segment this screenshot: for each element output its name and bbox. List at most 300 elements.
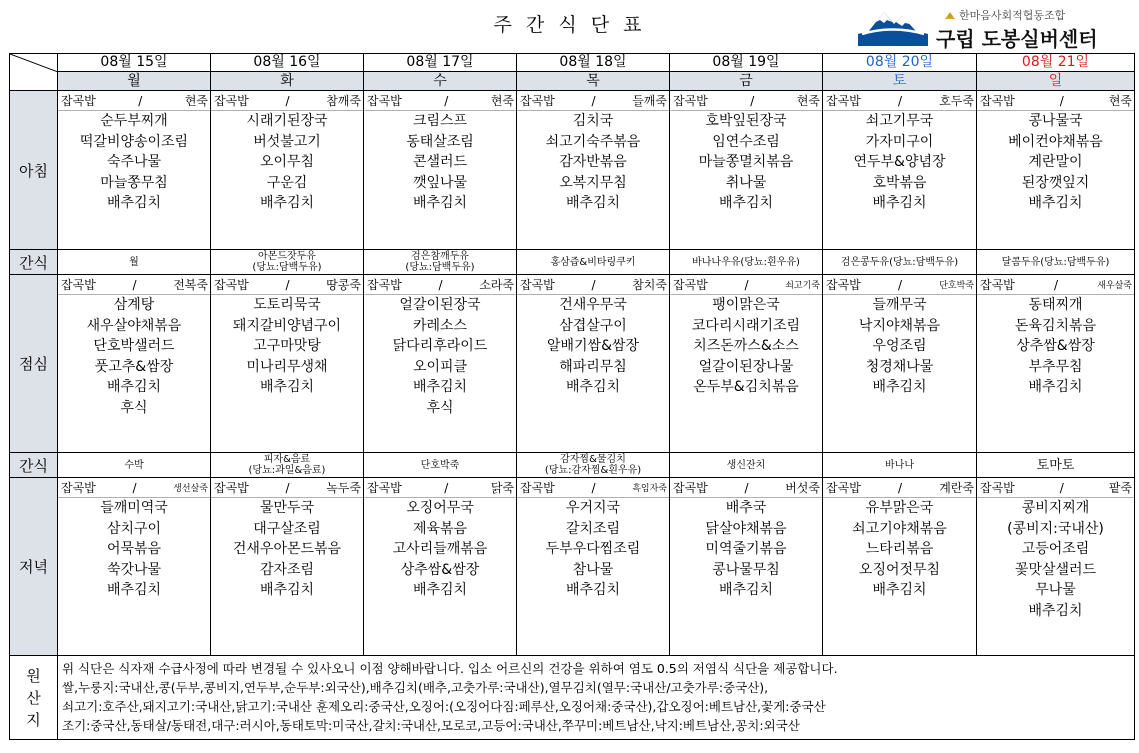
dish-item: 배추김치 <box>872 195 927 212</box>
lunch-cell <box>211 275 364 453</box>
morning_snack-cell <box>517 250 670 275</box>
origin-note-line: 쌀,누룽지:국내산,콩(두부,콩비지,연두부,순두부:외국산),배추김치(배추,고춧가루:국내산),열무김치(열무:국내산/고춧가루:중국산), <box>62 680 769 695</box>
porridge-label: 호두죽 <box>939 94 974 108</box>
porridge-label: 팥죽 <box>1108 481 1132 495</box>
row-label-text: 간식 <box>19 253 48 272</box>
rice-label: 잡곡밥 <box>520 481 555 495</box>
date-header <box>823 54 977 72</box>
snack-line: (당뇨:담백두유) <box>252 262 322 273</box>
snack-line: 월 <box>129 256 139 268</box>
dish-item: 숙주나물 <box>106 154 162 171</box>
rice-label: 잡곡밥 <box>826 278 861 292</box>
weekly-menu-table <box>9 53 1135 740</box>
dinner-cell <box>977 478 1135 656</box>
rice-label: 잡곡밥 <box>826 481 861 495</box>
dish-item: 알배기쌈&쌈장 <box>546 338 640 355</box>
dish-item: 배추김치 <box>259 195 315 212</box>
dish-item: 연두부&양념장 <box>853 154 946 171</box>
snack-line: 검은참깨두유 <box>411 251 469 262</box>
dish-item: 순두부찌개 <box>100 113 168 129</box>
weekday-header <box>211 72 364 91</box>
dish-item: 갈치조림 <box>565 520 621 537</box>
dish-item: 쇠고기무국 <box>865 113 934 129</box>
lunch-cell <box>977 275 1135 453</box>
dish-item: (콩비지:국내산) <box>1007 520 1104 537</box>
separator: / <box>591 93 596 108</box>
rice-label: 잡곡밥 <box>214 94 249 108</box>
dinner-cell <box>517 478 670 656</box>
snack-text <box>977 453 1134 477</box>
date-label: 08월 20일 <box>865 54 934 70</box>
dish-item: 시래기된장국 <box>246 113 328 129</box>
dish-item: 오징어무국 <box>406 500 474 516</box>
snack-text <box>670 250 822 274</box>
porridge-label: 녹두죽 <box>326 481 361 495</box>
dish-item: 쇠고기야채볶음 <box>852 520 947 537</box>
morning_snack-cell <box>823 250 977 275</box>
dish-item: 청경채나물 <box>865 358 934 375</box>
origin-char: 원 <box>26 666 41 685</box>
rice-label: 잡곡밥 <box>61 278 96 292</box>
dish-item: 돼지갈비양념구이 <box>232 317 342 334</box>
dish-item: 오이무침 <box>259 154 315 171</box>
rice-porridge-line <box>823 275 976 295</box>
separator: / <box>444 480 449 495</box>
morning_snack-cell <box>364 250 517 275</box>
date-header <box>977 54 1135 72</box>
dish-item: 마늘쫑무침 <box>100 174 168 191</box>
rice-label: 잡곡밥 <box>673 278 708 292</box>
separator: / <box>897 93 903 108</box>
snack-line: 바나나 <box>885 459 914 471</box>
snack-line: 단호박죽 <box>420 459 460 471</box>
row-label-dinner <box>10 478 58 656</box>
porridge-label: 땅콩죽 <box>326 278 361 292</box>
dish-item: 배추김치 <box>872 582 927 599</box>
mountain-logo-icon <box>858 4 928 46</box>
separator: / <box>138 93 143 108</box>
snack-line: 바나나우유(당뇨:흰우유) <box>692 256 800 268</box>
rice-label: 잡곡밥 <box>367 278 402 292</box>
dish-item: 배추김치 <box>1028 195 1083 212</box>
dish-item: 깻잎나물 <box>412 174 468 191</box>
weekday-label: 일 <box>1048 73 1063 89</box>
dish-item: 무나물 <box>1035 582 1076 599</box>
weekday-label: 수 <box>433 73 447 89</box>
dish-item: 감자반볶음 <box>559 154 627 171</box>
dish-item: 새우살야채볶음 <box>86 317 182 334</box>
porridge-label: 현죽 <box>184 94 208 108</box>
snack-text <box>364 250 516 274</box>
page-title: 주 간 식 단 표 <box>493 14 646 36</box>
row-label-breakfast <box>10 91 58 250</box>
dish-item: 오복지무침 <box>559 174 627 191</box>
rice-porridge-line <box>670 478 822 498</box>
weekday-label: 화 <box>280 73 294 89</box>
morning_snack-cell <box>977 250 1135 275</box>
weekday-header <box>670 72 823 91</box>
weekday-header <box>823 72 977 91</box>
separator: / <box>744 277 749 292</box>
separator: / <box>285 277 290 292</box>
porridge-label: 참깨죽 <box>326 94 361 108</box>
snack-line: 수박 <box>124 459 144 471</box>
snack-line: 달콤두유(당뇨:담백두유) <box>1001 256 1110 268</box>
snack-text <box>211 250 363 274</box>
porridge-label: 계란죽 <box>939 481 974 495</box>
dish-item: 도토리묵국 <box>253 297 321 313</box>
lunch-cell <box>670 275 823 453</box>
dish-item: 코다리시래기조림 <box>691 317 801 334</box>
rice-porridge-line <box>977 478 1134 498</box>
rice-label: 잡곡밥 <box>61 481 96 495</box>
snack-line: 피자&음료 <box>263 454 311 465</box>
dish-item: 꽃맛살샐러드 <box>1014 561 1097 578</box>
dinner-cell <box>58 478 211 656</box>
dish-item: 마늘쫑멸치볶음 <box>698 154 794 171</box>
date-header <box>58 54 211 72</box>
rice-label: 잡곡밥 <box>367 481 402 495</box>
dish-item: 감자조림 <box>259 561 315 578</box>
breakfast-cell <box>58 91 211 250</box>
row-label-text: 아침 <box>19 161 48 180</box>
center-name: 구립 도봉실버센터 <box>936 27 1098 51</box>
snack-text <box>670 453 822 477</box>
row-label-morning_snack <box>10 250 58 275</box>
origin-note-line: 위 식단은 식자재 수급사정에 따라 변경될 수 있사오니 이점 양해바랍니다. 입소 어르신의 건강을 위하여 염도 0.5의 저염식 식단을 제공합니다. <box>62 661 838 676</box>
row-label-text: 저녁 <box>19 558 48 576</box>
dish-item: 대구살조림 <box>253 520 321 537</box>
rice-porridge-line <box>211 91 363 111</box>
porridge-label: 현죽 <box>796 94 820 108</box>
dish-item: 치즈돈까스&소스 <box>693 338 799 355</box>
date-header <box>364 54 517 72</box>
rice-porridge-line <box>670 275 822 295</box>
dish-item: 김치국 <box>572 113 614 129</box>
separator: / <box>285 93 290 108</box>
dish-item: 해파리무침 <box>559 358 627 375</box>
separator: / <box>750 93 755 108</box>
dish-item: 상추쌈&쌈장 <box>400 561 480 578</box>
dish-item: 들깨무국 <box>872 297 927 313</box>
origin-char: 산 <box>26 688 41 707</box>
rice-label: 잡곡밥 <box>520 94 555 108</box>
weekday-label: 목 <box>586 73 600 89</box>
dish-item: 떡갈비양송이조림 <box>79 133 189 150</box>
dish-item: 배추김치 <box>106 195 162 212</box>
dinner-cell <box>823 478 977 656</box>
snack-line: 홍삼즙&비타링쿠키 <box>550 256 636 268</box>
dish-item: 배추김치 <box>1028 602 1083 619</box>
rice-label: 잡곡밥 <box>214 481 249 495</box>
dish-item: 미역줄기볶음 <box>705 541 787 558</box>
dish-item: 계란말이 <box>1028 154 1083 171</box>
dish-item: 콩나물국 <box>1028 113 1083 129</box>
dish-item: 카레소스 <box>412 317 468 334</box>
dish-item: 오이피클 <box>412 358 468 375</box>
dish-item: 어묵볶음 <box>106 541 162 558</box>
dish-item: 미나리무생채 <box>246 358 328 375</box>
separator: / <box>744 480 749 495</box>
porridge-label: 쇠고기죽 <box>785 281 820 291</box>
rice-porridge-line <box>364 275 516 295</box>
rice-porridge-line <box>977 275 1134 295</box>
rice-porridge-line <box>517 478 669 498</box>
date-header <box>517 54 670 72</box>
dish-item: 후식 <box>426 399 454 416</box>
rice-label: 잡곡밥 <box>214 278 249 292</box>
breakfast-cell <box>517 91 670 250</box>
dish-item: 팽이맑은국 <box>712 297 780 313</box>
lunch-cell <box>823 275 977 453</box>
dish-item: 배추김치 <box>412 379 468 396</box>
dish-item: 온두부&김치볶음 <box>693 379 799 396</box>
diagonal-divider <box>10 54 58 90</box>
weekday-label: 월 <box>127 73 141 89</box>
origin-note-line: 쇠고기:호주산,돼지고기:국내산,닭고기:국내산 훈제오리:중국산,오징어:(오징어다짐:페루산,오징어채:중국산),갑오징어:베트남산,꽃게:중국산 <box>62 699 826 714</box>
dish-item: 구운김 <box>266 174 308 191</box>
dish-item: 낙지야채볶음 <box>858 317 941 334</box>
porridge-label: 닭죽 <box>490 481 514 495</box>
snack-line: 감자찜&물김치 <box>560 454 626 465</box>
dish-item: 풋고추&쌈장 <box>94 358 174 375</box>
dish-item: 배추국 <box>725 500 767 516</box>
rice-porridge-line <box>58 275 210 295</box>
dish-item: 베이컨야채볶음 <box>1008 133 1103 150</box>
rice-porridge-line <box>517 275 669 295</box>
rice-porridge-line <box>58 478 210 498</box>
date-label: 08월 19일 <box>712 54 780 70</box>
rice-label: 잡곡밥 <box>980 481 1015 495</box>
logo <box>858 4 1128 51</box>
dish-item: 고구마맛탕 <box>253 338 321 355</box>
rice-label: 잡곡밥 <box>61 94 96 108</box>
dish-item: 우엉조림 <box>872 338 927 355</box>
dish-item: 우거지국 <box>565 500 621 516</box>
rice-porridge-line <box>823 91 976 111</box>
snack-text <box>517 453 669 477</box>
origin-notes <box>58 656 1135 740</box>
rice-porridge-line <box>977 91 1134 111</box>
separator: / <box>1059 480 1064 495</box>
lunch-cell <box>364 275 517 453</box>
porridge-label: 현죽 <box>1108 94 1132 108</box>
porridge-label: 흑임자죽 <box>632 484 667 494</box>
row-label-text: 간식 <box>19 456 48 475</box>
dish-item: 임연수조림 <box>712 133 780 150</box>
rice-porridge-line <box>364 478 516 498</box>
afternoon_snack-cell <box>670 453 823 478</box>
dish-item: 부추무침 <box>1028 358 1083 375</box>
lunch-cell <box>517 275 670 453</box>
afternoon_snack-cell <box>517 453 670 478</box>
dish-item: 호박잎된장국 <box>705 113 787 129</box>
dish-item: 고사리들깨볶음 <box>392 541 488 558</box>
dinner-cell <box>211 478 364 656</box>
date-label: 08월 18일 <box>559 54 627 70</box>
dish-item: 쑥갓나물 <box>106 561 162 578</box>
dish-item: 배추김치 <box>872 379 927 396</box>
dish-item: 단호박샐러드 <box>93 338 175 355</box>
date-header <box>670 54 823 72</box>
dish-item: 제육볶음 <box>412 520 468 537</box>
dish-item: 동태살조림 <box>406 133 474 150</box>
snack-line: 아몬드잣두유 <box>258 251 316 262</box>
dish-item: 닭다리후라이드 <box>392 338 488 355</box>
dish-item: 배추김치 <box>718 195 774 212</box>
row-label-afternoon_snack <box>10 453 58 478</box>
rice-label: 잡곡밥 <box>673 481 708 495</box>
dish-item: 동태찌개 <box>1028 297 1083 313</box>
snack-text <box>211 453 363 477</box>
dish-item: 배추김치 <box>565 379 621 396</box>
morning_snack-cell <box>211 250 364 275</box>
dish-item: 배추김치 <box>106 582 162 599</box>
breakfast-cell <box>977 91 1135 250</box>
rice-porridge-line <box>670 91 822 111</box>
row-label-text: 점심 <box>19 355 48 373</box>
date-label: 08월 15일 <box>100 54 168 70</box>
dish-item: 취나물 <box>725 174 767 191</box>
snack-line: (당뇨:감자찜&흰우유) <box>544 465 642 476</box>
dish-item: 상추쌈&쌈장 <box>1016 338 1095 355</box>
porridge-label: 참치죽 <box>632 278 667 292</box>
corner-cell <box>10 54 58 91</box>
porridge-label: 생선살죽 <box>173 484 208 494</box>
origin-char: 지 <box>26 710 41 729</box>
afternoon_snack-cell <box>977 453 1135 478</box>
dish-item: 콩비지찌개 <box>1021 500 1090 516</box>
rice-label: 잡곡밥 <box>520 278 555 292</box>
afternoon_snack-cell <box>211 453 364 478</box>
breakfast-cell <box>823 91 977 250</box>
separator: / <box>444 93 449 108</box>
rice-label: 잡곡밥 <box>826 94 861 108</box>
row-label-origin <box>10 656 58 740</box>
dish-item: 버섯불고기 <box>253 133 321 150</box>
separator: / <box>591 277 596 292</box>
weekday-header <box>58 72 211 91</box>
dish-item: 배추김치 <box>259 379 315 396</box>
dish-item: 배추김치 <box>106 379 162 396</box>
separator: / <box>132 277 137 292</box>
dish-item: 돈육김치볶음 <box>1014 317 1097 334</box>
dish-item: 건새우아몬드볶음 <box>232 541 342 558</box>
morning_snack-cell <box>670 250 823 275</box>
snack-text <box>58 453 210 477</box>
dish-item: 호박볶음 <box>872 174 927 191</box>
date-label: 08월 16일 <box>253 54 321 70</box>
dish-item: 후식 <box>120 399 148 416</box>
weekday-header <box>977 72 1135 91</box>
dish-item: 배추김치 <box>1028 379 1083 396</box>
porridge-label: 단호박죽 <box>939 281 974 291</box>
porridge-label: 버섯죽 <box>785 481 820 495</box>
dish-item: 유부맑은국 <box>865 500 934 516</box>
weekday-label: 토 <box>892 73 907 89</box>
rice-porridge-line <box>364 91 516 111</box>
breakfast-cell <box>364 91 517 250</box>
lunch-cell <box>58 275 211 453</box>
dish-item: 가자미구이 <box>865 133 934 150</box>
date-label: 08월 17일 <box>406 54 474 70</box>
separator: / <box>591 480 596 495</box>
separator: / <box>285 480 290 495</box>
rice-label: 잡곡밥 <box>673 94 708 108</box>
dish-item: 삼겹살구이 <box>559 317 627 334</box>
date-label: 08월 21일 <box>1021 54 1090 70</box>
snack-text <box>364 453 516 477</box>
dish-item: 물만두국 <box>259 500 315 516</box>
snack-text <box>977 250 1134 274</box>
dish-item: 콘샐러드 <box>412 154 468 171</box>
rice-porridge-line <box>823 478 976 498</box>
dish-item: 배추김치 <box>412 582 468 599</box>
rice-porridge-line <box>517 91 669 111</box>
dish-item: 얼갈이된장나물 <box>698 358 794 375</box>
separator: / <box>132 480 137 495</box>
dish-item: 고등어조림 <box>1021 541 1090 558</box>
morning_snack-cell <box>58 250 211 275</box>
dish-item: 쇠고기숙주볶음 <box>545 133 641 150</box>
snack-text <box>58 250 210 274</box>
rice-label: 잡곡밥 <box>980 278 1015 292</box>
weekday-header <box>364 72 517 91</box>
dinner-cell <box>670 478 823 656</box>
dish-item: 콩나물무침 <box>712 561 780 578</box>
date-header <box>211 54 364 72</box>
porridge-label: 새우살죽 <box>1097 281 1132 291</box>
breakfast-cell <box>670 91 823 250</box>
dish-item: 삼치구이 <box>106 520 162 537</box>
snack-line: 토마토 <box>1036 457 1075 473</box>
separator: / <box>1053 277 1059 292</box>
porridge-label: 들깨죽 <box>632 94 667 108</box>
dish-item: 배추김치 <box>565 195 621 212</box>
dish-item: 배추김치 <box>718 582 774 599</box>
dish-item: 배추김치 <box>259 582 315 599</box>
dish-item: 느타리볶음 <box>865 541 934 558</box>
dish-item: 배추김치 <box>412 195 468 212</box>
rice-porridge-line <box>211 275 363 295</box>
separator: / <box>438 277 443 292</box>
rice-porridge-line <box>211 478 363 498</box>
coop-name: 한마음사회적협동조합 <box>944 7 1065 23</box>
separator: / <box>897 480 903 495</box>
snack-text <box>823 250 976 274</box>
origin-note-line: 조기:중국산,동태살/동태전,대구:러시아,동태토막:미국산,갈치:국내산,모로코,고등어:국내산,쭈꾸미:베트남산,낙지:베트남산,꽁치:외국산 <box>62 718 800 733</box>
dish-item: 된장깻잎지 <box>1021 174 1090 191</box>
dish-item: 참나물 <box>572 561 614 578</box>
dish-item: 오징어젓무침 <box>858 561 941 578</box>
separator: / <box>1059 93 1064 108</box>
dish-item: 얼갈이된장국 <box>399 297 481 313</box>
dish-item: 삼계탕 <box>113 297 155 313</box>
dish-item: 두부우다찜조림 <box>545 541 641 558</box>
afternoon_snack-cell <box>364 453 517 478</box>
snack-line: (당뇨:과일&음료) <box>248 465 326 476</box>
snack-line: (당뇨:담백두유) <box>405 262 475 273</box>
afternoon_snack-cell <box>58 453 211 478</box>
row-label-lunch <box>10 275 58 453</box>
breakfast-cell <box>211 91 364 250</box>
rice-label: 잡곡밥 <box>980 94 1015 108</box>
snack-text <box>517 250 669 274</box>
weekday-header <box>517 72 670 91</box>
dish-item: 크림스프 <box>412 113 468 129</box>
snack-text <box>823 453 976 477</box>
snack-line: 생신잔치 <box>726 459 766 471</box>
